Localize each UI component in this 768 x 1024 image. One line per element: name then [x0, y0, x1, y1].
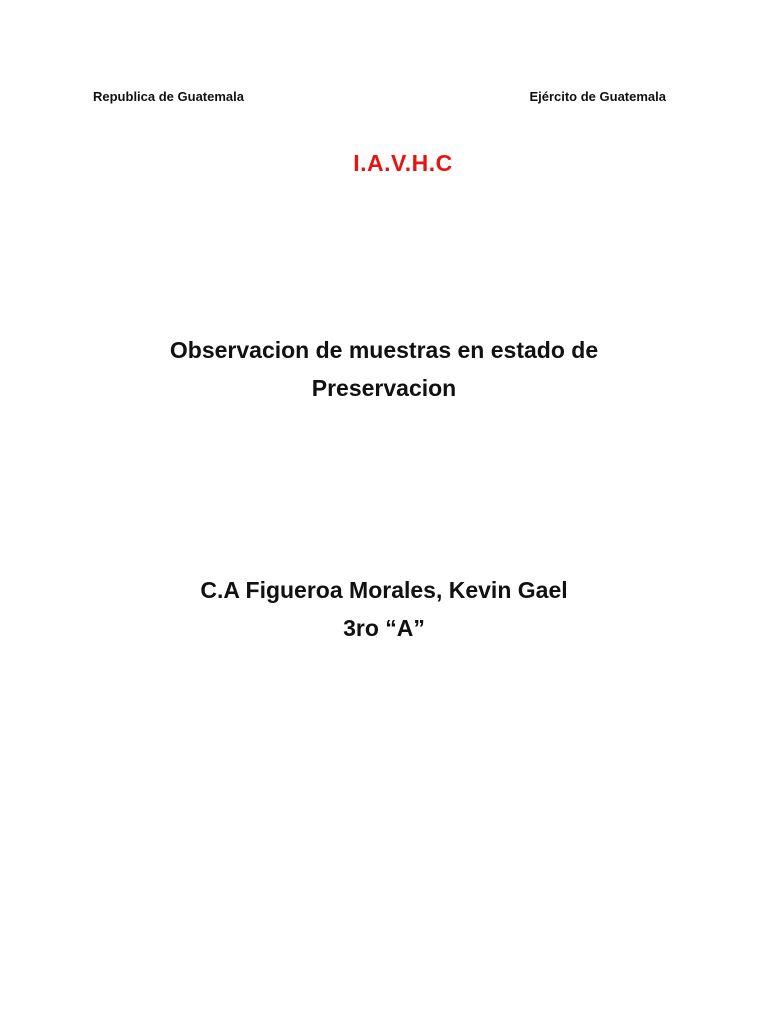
- document-title: [84, 331, 684, 407]
- header-army: Ejército de Guatemala: [529, 89, 666, 104]
- author-name: C.A Figueroa Morales, Kevin Gael: [200, 577, 568, 603]
- header-country: Republica de Guatemala: [93, 89, 244, 104]
- document-title-line-1: Observacion de muestras en estado de: [169, 337, 599, 363]
- author-grade: 3ro “A”: [343, 615, 425, 641]
- institute-name: I.A.V.H.C: [353, 150, 453, 176]
- document-title-line-2: Preservacion: [311, 375, 457, 401]
- author-block: [84, 571, 684, 647]
